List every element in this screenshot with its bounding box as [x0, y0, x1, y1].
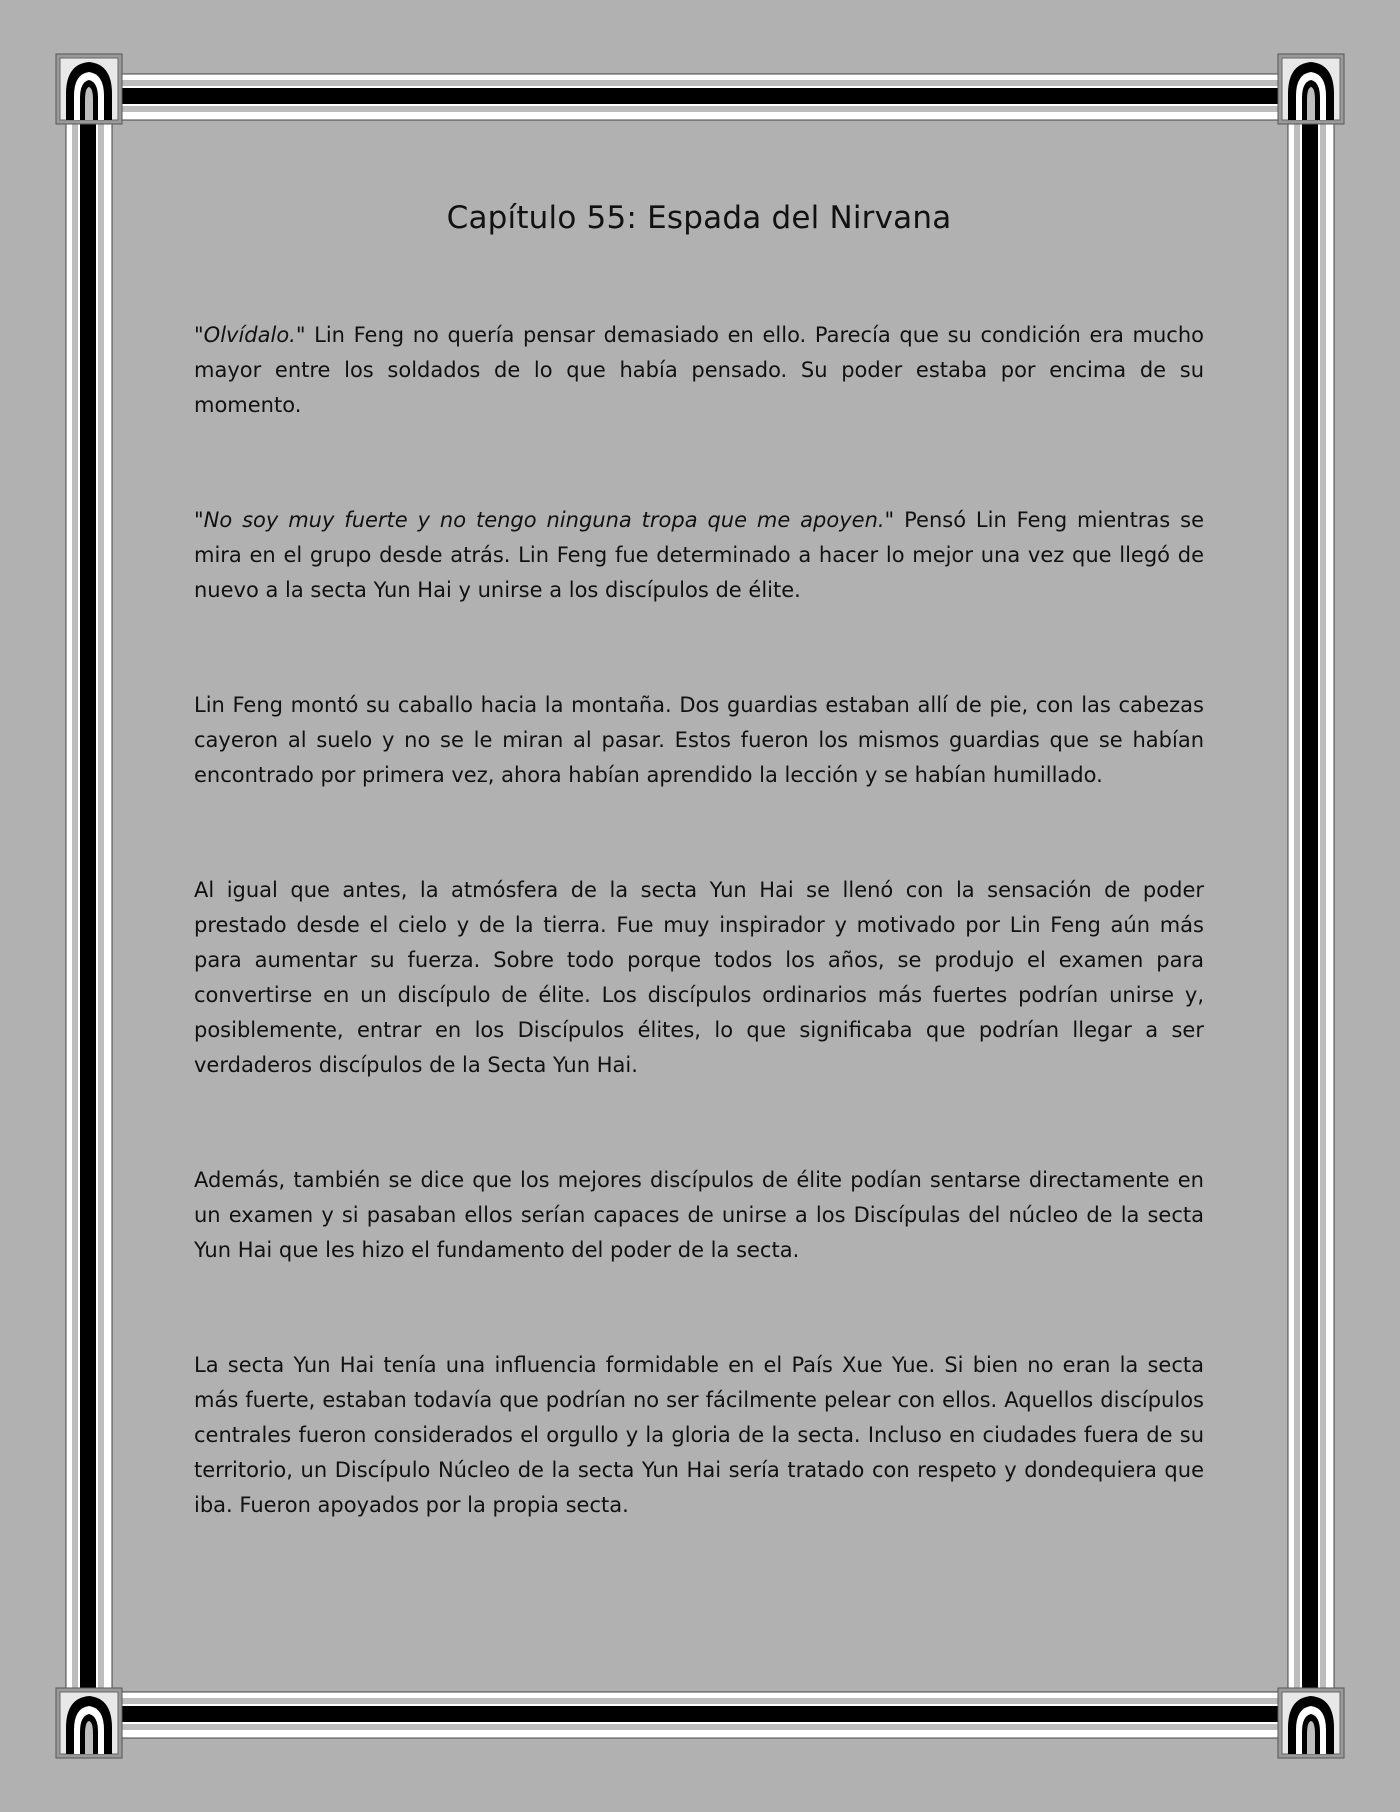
chapter-title: Capítulo 55: Espada del Nirvana — [446, 200, 952, 236]
paragraph-2-lead: "No soy muy fuerte y no tengo ninguna tropa que me apoyen." — [194, 508, 895, 532]
paragraph-1-text: Lin Feng no quería pensar demasiado en ello. Parecía que su condición era mucho mayor entre los soldados de lo que había pensado. Su poder estaba por encima de su momento. — [194, 323, 1204, 417]
paragraph-1 — [194, 318, 1204, 423]
paragraph-5 — [194, 1163, 1204, 1268]
paragraph-3-text: Lin Feng montó su caballo hacia la montaña. Dos guardias estaban allí de pie, con las cabezas cayeron al suelo y no se le miran al pasar. Estos fueron los mismos guardias que se habían encontrado por primera vez, ahora habían aprendido la lección y se habían humillado. — [194, 693, 1204, 787]
paragraph-5-text: Además, también se dice que los mejores discípulos de élite podían sentarse directamente en un examen y si pasaban ellos serían capaces de unirse a los Discípulas del núcleo de la secta Yun Hai que les hizo el fundamento del poder de la secta. — [194, 1168, 1204, 1262]
paragraph-6 — [194, 1348, 1204, 1523]
paragraph-6-text: La secta Yun Hai tenía una influencia formidable en el País Xue Yue. Si bien no eran la secta más fuerte, estaban todavía que podrían no ser fácilmente pelear con ellos. Aquellos discípulos centrales fueron considerados el orgullo y la gloria de la secta. Incluso en ciudades fuera de su territorio, un Discípulo Núcleo de la secta Yun Hai sería tratado con respeto y dondequiera que iba. Fueron apoyados por la propia secta. — [194, 1353, 1204, 1517]
paragraph-4-text: Al igual que antes, la atmósfera de la secta Yun Hai se llenó con la sensación de poder prestado desde el cielo y de la tierra. Fue muy inspirador y motivado por Lin Feng aún más para aumentar su fuerza. Sobre todo porque todos los años, se produjo el examen para convertirse en un discípulo de élite. Los discípulos ordinarios más fuertes podrían unirse y, posiblemente, entrar en los Discípulos élites, lo que significaba que podrían llegar a ser verdaderos discípulos de la Secta Yun Hai. — [194, 878, 1204, 1077]
paragraph-1-lead: "Olvídalo." — [194, 323, 306, 347]
paragraph-3 — [194, 688, 1204, 793]
page-content — [194, 200, 1204, 1603]
paragraph-2-text: Pensó Lin Feng mientras se mira en el grupo desde atrás. Lin Feng fue determinado a hacer lo mejor una vez que llegó de nuevo a la secta Yun Hai y unirse a los discípulos de élite. — [194, 508, 1204, 602]
paragraph-2 — [194, 503, 1204, 608]
paragraph-4 — [194, 873, 1204, 1083]
